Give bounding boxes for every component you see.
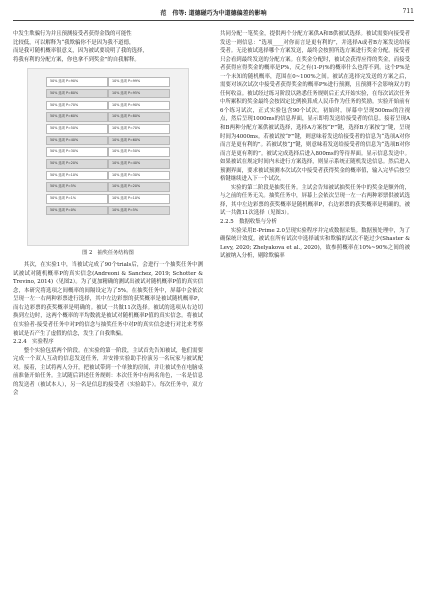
lottery-option: 10% 选项 P=99%	[108, 77, 170, 87]
lottery-option: 50% 选项 P=0%	[46, 206, 108, 216]
intro-line-1: 中发生欺骗行为并且预测接受者获得金钱的可能性	[13, 31, 132, 37]
lottery-option: 10% 选项 P=40%	[108, 159, 170, 169]
lottery-option: 50% 选项 P=50%	[46, 124, 108, 134]
figure-caption: 图 2 抽奖任务结构图	[82, 250, 134, 257]
lottery-option: 10% 选项 P=95%	[108, 89, 170, 99]
lottery-option: 10% 选项 P=20%	[108, 182, 170, 192]
lottery-option: 50% 选项 P=20%	[46, 159, 108, 169]
lottery-option: 10% 选项 P=80%	[108, 112, 170, 122]
lottery-option: 10% 选项 P=30%	[108, 171, 170, 181]
lottery-option: 50% 选项 P=30%	[46, 147, 108, 157]
right-lottery-column	[108, 77, 170, 237]
lottery-option: 50% 选项 P=1%	[46, 194, 108, 204]
lottery-option: 10% 选项 P=90%	[108, 101, 170, 111]
right-column	[220, 30, 410, 261]
lottery-option: 10% 选项 P=60%	[108, 136, 170, 146]
lottery-option: 10% 选项 P=5%	[108, 206, 170, 216]
intro-line-3: 而是我可随机概率很意义，因为被试要说明了我的选择，	[13, 48, 148, 55]
lottery-option: 50% 选项 P=40%	[46, 136, 108, 146]
body-paragraph: 其次，在实验1中，当被试完成了90个trials后，会进行一个抽奖任务中测试被试对随机概率P的真实信念(Andreoni & Sanchez, 2019; Schotter & Trevino, 2014)（见图2）。为了更加精确的测试出被试对随机概率P值的真实信念，本研究将选项之间概率的间隔设定为了5%。在抽奖任务中，屏幕中会依次呈现一左一右两种彩票进行选择，其中左边彩票的获奖概率是被试随机概率P，而右边彩票的获奖概率是明确的。被试一共做11次选择。被试的选项从右边切换到左边时，这两个概率的平均数就是被试对随机概率P值的真实信念。将被试在实验者-接受者任务中对P的信念与抽奖任务中对P的真实信念进行对比来考察被试是否产生了虚假的信念，发生了自我欺骗。	[13, 262, 204, 337]
intro-line-2: 比较低，可以解释为“我欺骗你不是因为我不道德，	[13, 39, 135, 46]
lottery-option: 50% 选项 P=80%	[46, 89, 108, 99]
lottery-figure	[27, 68, 189, 246]
body-paragraph: 整个实验包括两个阶段。在实验的第一阶段，主试首先告知被试，他们需要完成一个双人互动的信息发送任务，并安排实验助手扮演另一名玩家与被试配对。接着，主试将两人分开，把被试带到一个单独的房间，并让被试坐在电脑桌前准备开始任务。主试随后讲述任务规则：本次任务中有两名角色，一名是信息的发送者（被试本人），另一名是信息的接受者（实验助手）。每次任务中，双方会	[13, 347, 203, 397]
running-header-authors: 范 伟等: 道德碰巧为中道德偏差的影响	[160, 10, 267, 17]
lottery-option: 50% 选项 P=10%	[46, 171, 108, 181]
left-column	[13, 30, 203, 398]
lottery-option: 10% 选项 P=70%	[108, 124, 170, 134]
lottery-option: 50% 选项 P=70%	[46, 101, 108, 111]
lottery-option: 10% 选项 P=50%	[108, 147, 170, 157]
intro-line-4: 将我有利的分配方案，你也拿不到奖金”的自我解释。	[13, 56, 140, 63]
lottery-option: 10% 选项 P=10%	[108, 194, 170, 204]
lottery-option: 50% 选项 P=60%	[46, 112, 108, 122]
body-paragraph: 共同分配一笔奖金，提供两个分配方案供A和B供被试选择。被试需要向接受者发送一则信息：“选项____对你而言是更有利的”，并选择A或者B方案发送给接受者。无论被试选择哪个方案发送，最终会按照所选方案进行奖金分配。接受者只会看到最终发送的分配方案。在奖金分配时，被试会获得应得的奖金，而接受者获得应得奖金的概率是P%，反之有(1-P)%的概率什么也得不到。这个P%是一个未知的随机概率，范围在0~100%之间。被试在选择完发送的方案之后，需要对该次试次中接受者获得奖金的概率P%进行预测，且预测不会影响双方的任何收益。被试经过练习阶段以熟悉任务规则后正式开始实验，在每次试次任务中所累积的奖金最终会按固定比例换算成人民币作为任务的奖励。实验开始前有6个练习试次，正式实验包含90个试次。初始时，屏幕中呈现500ms的注视点，然后呈现1000ms的信息界面，显示即将发送给接受者的信息。接着呈现A和B两种分配方案供被试选择，选择A方案按“F”键，选择B方案按“J”键，呈现时间为4000ms。若被试按“F”键，则意味着发送给接受者的信息为“选项A对你而言是更有利的”。若被试按“J”键，则意味着发送给接受者的信息为“选项B对你而言是更有利的”。被试完成选择后进入800ms的等待界面。显示信息发送中。如果被试在规定时间内未进行方案选择，则显示系统正随机发送信息。然后进入预测界面，要求被试预测本次试次中接受者获得奖金的概率值，输入完毕后按空格键继续进入下一个试次。	[220, 31, 410, 183]
lottery-option: 50% 选项 P=90%	[46, 77, 108, 87]
body-paragraph: 实验的第二阶段是抽奖任务。主试会告知被试抽奖任务中的奖金是额外的，与之前的任务无关。抽奖任务中，屏幕上会依次呈现一左一右两种彩票供被试选择，其中左边彩票的获奖概率是随机概率P，右边彩票的获奖概率是明确的，被试一共做11次选择（见图3）。	[220, 184, 410, 217]
left-lottery-column	[46, 77, 108, 237]
body-paragraph: 实验采用E-Prime 2.0呈现实验程序并完成数据采集。数据预处理中，为了确保统计效度，被试在所有试次中选择诚实和欺骗的试次不能过少(Shaster & Levy, 2020; Zhelyakova et al., 2020)，故参照概率在10%~90%之间的被试被纳入分析，剔除欺骗率	[220, 227, 410, 260]
running-header	[13, 6, 414, 21]
page-number: 711	[402, 8, 414, 15]
lottery-option: 50% 选项 P=5%	[46, 182, 108, 192]
section-heading: 2.2.5 数据收集与分析	[220, 219, 277, 226]
section-heading: 2.2.4 实验程序	[13, 339, 54, 346]
